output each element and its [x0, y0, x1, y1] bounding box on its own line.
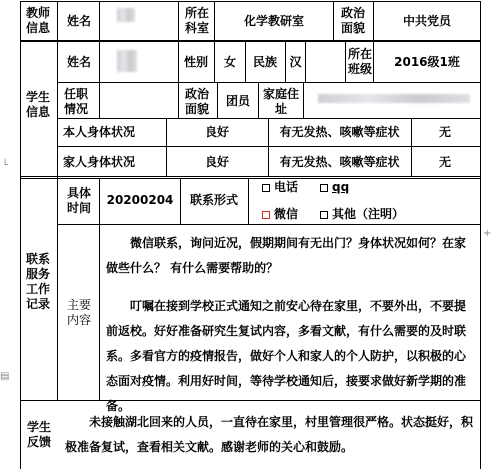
rule [480, 1, 481, 469]
checkbox-icon[interactable] [320, 184, 328, 192]
student-political-value: 团员 [225, 94, 250, 108]
redacted-teacher-name [117, 8, 135, 22]
health-family-value: 良好 [204, 155, 229, 169]
option-qq[interactable] [320, 180, 349, 195]
teacher-name-label: 姓名 [66, 14, 91, 28]
rule [245, 41, 246, 83]
option-phone[interactable] [262, 180, 298, 195]
teacher-dept-value: 化学教研室 [243, 14, 304, 28]
health-self-label: 本人身体状况 [63, 125, 136, 139]
rule [57, 224, 480, 225]
teacher-political-value: 中共党员 [402, 14, 451, 28]
expand-handle-icon[interactable]: + [483, 228, 492, 239]
feedback-text[interactable]: 未接触湖北回来的人员，一直待在家里，村里管理很严格。状态挺好，积极准备复试，查看相关文献。感谢老师的关心和鼓励。 [65, 415, 474, 454]
ethnic-value: 汉 [289, 55, 302, 69]
rule [57, 82, 480, 83]
redacted-address [318, 94, 470, 103]
gender-label: 性别 [183, 55, 208, 69]
rule [20, 1, 480, 2]
health-self-value: 良好 [204, 125, 229, 139]
symptom-self-value: 无 [438, 125, 451, 139]
rule [20, 41, 480, 42]
appointment-label: 任职情况 [63, 87, 88, 116]
rule [178, 1, 179, 119]
rule [214, 41, 215, 83]
feedback-section-label: 学生反馈 [26, 420, 51, 449]
rule [180, 178, 181, 224]
option-qq-label: qq [332, 180, 350, 194]
rule [303, 82, 304, 119]
symptom-family-value: 无 [438, 155, 451, 169]
content-paragraph[interactable]: 微信联系，询问近况，假期期间有无出门？身体状况如何？在家做些什么？ 有什么需要帮助的？ [106, 236, 467, 275]
rule [345, 41, 346, 83]
rule [333, 1, 334, 41]
time-value: 20200204 [106, 193, 174, 207]
content-paragraph[interactable]: 叮嘱在接到学校正式通知之前安心待在家里，不要外出，不要提前返校。好好准备研究生复试内容，多看文献，有什么需要的及时联系。多看官方的疫情报告，做好个人和家人的个人防护，以积极的心态面对疫情。利用好时间，等待学校通知后，接要求做好新学期的准备。 [106, 299, 467, 413]
class-value: 2016级1班 [394, 55, 460, 69]
option-other[interactable] [320, 207, 404, 222]
student-section-label: 学生信息 [25, 90, 50, 119]
address-label: 家庭住址 [262, 87, 299, 116]
rule [373, 1, 374, 83]
rule [99, 178, 100, 400]
option-wechat[interactable] [262, 207, 298, 222]
option-wechat-label: 微信 [274, 207, 299, 221]
paste-options-icon[interactable]: ▤ [0, 371, 10, 382]
ethnic-label: 民族 [252, 55, 277, 69]
symptom-self-label: 有无发热、咳嗽等症状 [279, 125, 400, 139]
option-other-label: 其他（注明） [332, 207, 405, 221]
symptom-family-label: 有无发热、咳嗽等症状 [279, 155, 400, 169]
rule [248, 178, 249, 224]
rule [20, 1, 21, 469]
teacher-political-label: 政治面貌 [340, 6, 365, 35]
rule [285, 41, 286, 83]
gender-value: 女 [223, 55, 236, 69]
content-label: 主要内容 [66, 298, 91, 327]
method-label: 联系形式 [189, 193, 238, 207]
contact-section-label: 联系服务工作记录 [26, 252, 51, 311]
redacted-student-name [117, 50, 137, 72]
student-name-label: 姓名 [66, 55, 91, 69]
left-margin-marker-icon: └ [2, 160, 9, 171]
rule [20, 178, 480, 179]
class-label: 所在班级 [348, 47, 373, 76]
teacher-section-label: 教师信息 [25, 6, 50, 35]
teacher-dept-label: 所在科室 [184, 6, 209, 35]
rule [99, 1, 100, 119]
health-family-label: 家人身体状况 [63, 155, 136, 169]
rule [57, 1, 58, 400]
checkbox-icon[interactable] [320, 211, 328, 219]
rule [214, 1, 215, 41]
rule [258, 82, 259, 119]
rule [217, 82, 218, 119]
rule [305, 41, 306, 83]
checkbox-checked-icon[interactable] [262, 211, 270, 219]
option-phone-label: 电话 [274, 180, 299, 194]
time-label: 具体时间 [66, 186, 91, 215]
student-political-label: 政治面貌 [184, 87, 209, 116]
checkbox-icon[interactable] [262, 184, 270, 192]
